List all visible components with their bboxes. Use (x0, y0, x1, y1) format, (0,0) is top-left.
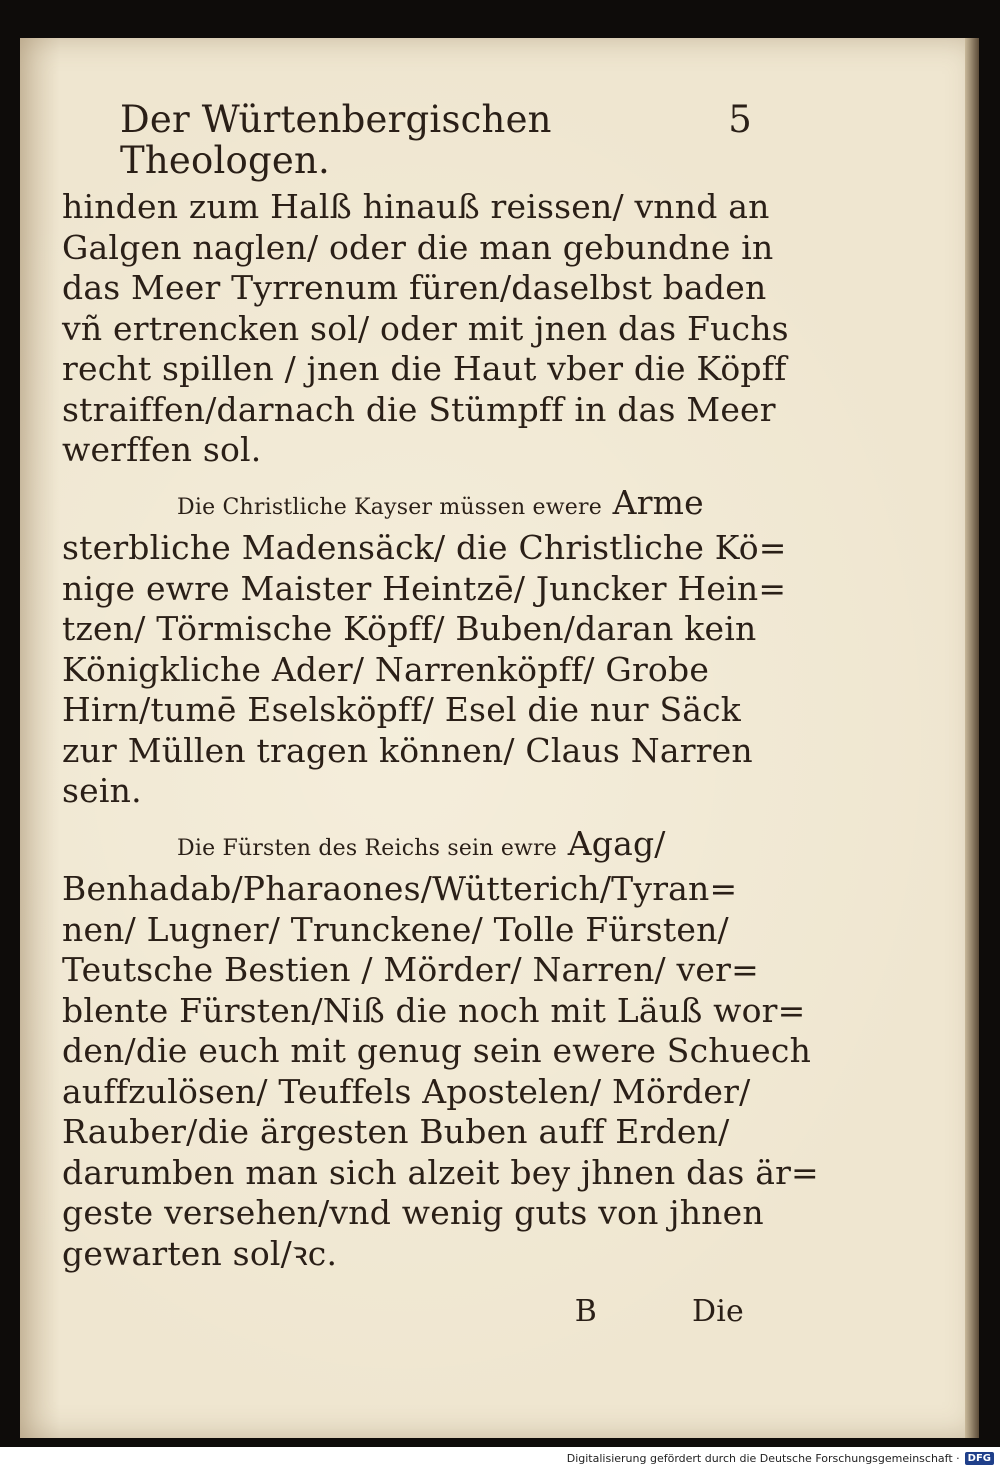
lead-large-text: Agag/ (567, 823, 666, 863)
page-foot (62, 1292, 752, 1333)
text-line: sein. (62, 771, 142, 810)
text-line: Rauber/die ärgesten Buben auff Erden/ (62, 1112, 730, 1151)
text-line: zur Müllen tragen können/ Claus Narren (62, 730, 753, 770)
text-line: nige ewre Maister Heintzē/ Juncker Hein= (62, 568, 787, 608)
paragraph-lead (62, 483, 752, 529)
text-line: gewarten sol/ꝛc. (62, 1233, 338, 1273)
text-line: recht spillen / jnen die Haut vber die Köpff (62, 349, 787, 388)
text-line: tzen/ Törmische Köpff/ Buben/daran kein (62, 609, 757, 648)
page-number: 5 (728, 98, 752, 141)
paragraph-1 (62, 187, 789, 471)
lead-small-text: Die Fürsten des Reichs sein ewre (177, 835, 558, 861)
text-line: vñ ertrencken sol/ oder mit jnen das Fuchs (62, 308, 789, 348)
paragraph-3 (62, 823, 819, 1275)
paragraph-lead (62, 824, 752, 870)
text-line: werffen sol. (62, 430, 262, 469)
lead-large-text: Arme (612, 482, 704, 522)
dfg-logo: DFG (965, 1452, 994, 1465)
running-header (120, 100, 752, 181)
signature-mark: B (574, 1294, 597, 1329)
text-line: auffzulösen/ Teuffels Apostelen/ Mörder/ (62, 1071, 751, 1111)
page-edge (965, 38, 979, 1438)
text-line: Galgen naglen/ oder die man gebundne in (62, 227, 774, 267)
paragraph-2 (62, 482, 787, 812)
page-text (62, 98, 819, 1333)
text-line: sterbliche Madensäck/ die Christliche Kö= (62, 528, 787, 567)
text-line: nen/ Lugner/ Trunckene/ Tolle Fürsten/ (62, 909, 729, 949)
footer-text: Digitalisierung gefördert durch die Deutsche Forschungsgemeinschaft · (566, 1451, 960, 1465)
text-line: das Meer Tyrrenum füren/daselbst baden (62, 268, 767, 307)
text-line: Hirn/tumē Eselsköpff/ Esel die nur Säck (62, 690, 741, 729)
text-line: Teutsche Bestien / Mörder/ Narren/ ver= (62, 950, 759, 989)
lead-small-text: Die Christliche Kayser müssen ewere (177, 494, 602, 520)
text-line: Königkliche Ader/ Narrenköpff/ Grobe (62, 649, 710, 689)
running-title: Der Würtenbergischen Theologen. (120, 98, 552, 182)
text-line: blente Fürsten/Niß die noch mit Läuß wor= (62, 990, 806, 1030)
catchword: Die (691, 1294, 744, 1329)
text-line: Benhadab/Pharaones/Wütterich/Tyran= (62, 869, 738, 908)
text-line: darumben man sich alzeit bey jhnen das är= (62, 1152, 819, 1192)
text-line: geste versehen/vnd wenig guts von jhnen (62, 1193, 764, 1232)
text-line: straiffen/darnach die Stümpff in das Meer (62, 389, 776, 429)
text-line: hinden zum Halß hinauß reissen/ vnnd an (62, 187, 770, 226)
digitization-footer (0, 1447, 1000, 1469)
text-line: den/die euch mit genug sein ewere Schuech (62, 1031, 812, 1070)
